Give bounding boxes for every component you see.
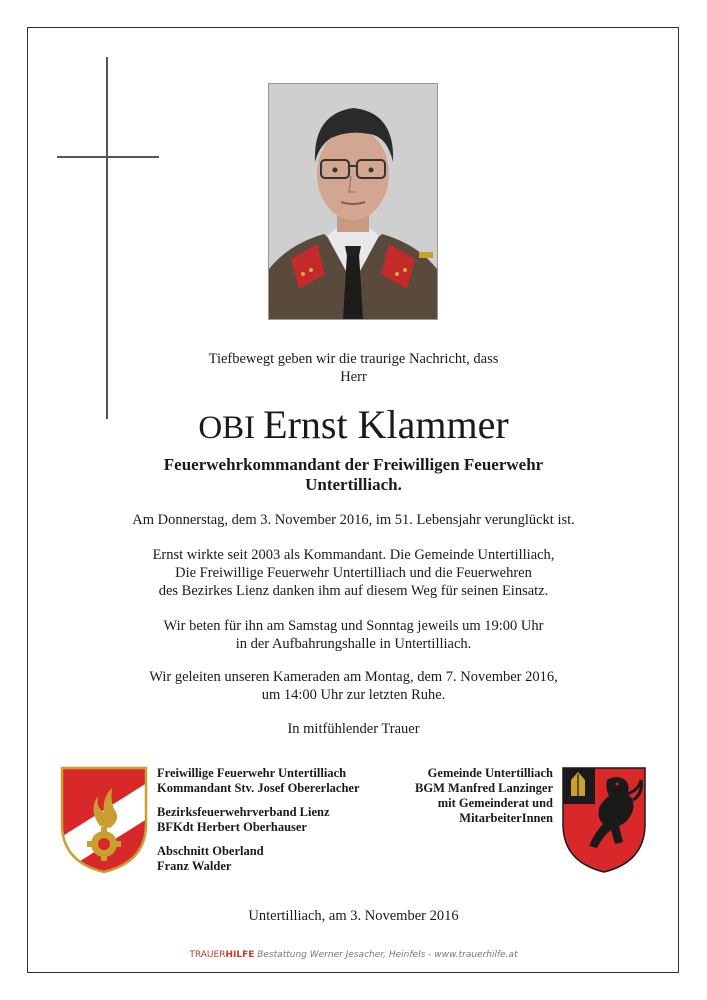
mourner-line: Freiwillige Feuerwehr Untertilliach bbox=[157, 766, 347, 780]
funeral-line: um 14:00 Uhr zur letzten Ruhe. bbox=[261, 687, 446, 703]
mourner-line: Abschnitt Oberland bbox=[157, 844, 264, 858]
footer-text: Bestattung Werner Jesacher, Heinfels - www.trauerhilfe.at bbox=[254, 950, 518, 960]
mourners-left bbox=[157, 766, 407, 883]
mourner-line: BFKdt Herbert Oberhauser bbox=[157, 820, 307, 834]
tribute-paragraph bbox=[60, 546, 647, 600]
sympathy-line: In mitfühlender Trauer bbox=[287, 721, 420, 737]
fire-brigade-emblem-icon bbox=[60, 766, 148, 874]
intro-line-1: Tiefbewegt geben wir die traurige Nachricht, dass bbox=[208, 351, 499, 367]
deceased-name bbox=[60, 400, 647, 453]
portrait-photo bbox=[268, 83, 438, 320]
intro-line-2: Herr bbox=[340, 369, 367, 385]
footer-brand-part1: TRAUER bbox=[189, 950, 226, 960]
intro-text bbox=[60, 350, 647, 386]
municipality-coat-of-arms-icon bbox=[561, 766, 647, 874]
mourner-line: MitarbeiterInnen bbox=[459, 811, 553, 825]
funeral-line: Wir geleiten unseren Kameraden am Montag, dem 7. November 2016, bbox=[149, 669, 558, 685]
role-line-2: Untertilliach. bbox=[305, 475, 402, 494]
mourner-group bbox=[157, 805, 407, 835]
mourner-group bbox=[157, 844, 407, 874]
mourners-right bbox=[380, 766, 553, 826]
footer-credit bbox=[60, 950, 647, 960]
death-notice: Am Donnerstag, dem 3. November 2016, im 51. Lebensjahr verunglückt ist. bbox=[132, 512, 575, 528]
mourner-line: Bezirksfeuerwehrverband Lienz bbox=[157, 805, 330, 819]
tribute-line: Ernst wirkte seit 2003 als Kommandant. Die Gemeinde Untertilliach, bbox=[152, 547, 555, 563]
prayer-line: in der Aufbahrungshalle in Untertilliach. bbox=[235, 636, 472, 652]
deceased-fullname: Ernst Klammer bbox=[263, 402, 509, 447]
prayer-paragraph bbox=[60, 617, 647, 653]
mourner-group bbox=[157, 766, 407, 796]
tribute-line: des Bezirkes Lienz danken ihm auf diesem Weg für seinen Einsatz. bbox=[158, 583, 549, 599]
mourner-line: BGM Manfred Lanzinger bbox=[415, 781, 553, 795]
mourner-line: mit Gemeinderat und bbox=[437, 796, 553, 810]
deceased-role bbox=[60, 455, 647, 495]
cross-horizontal-bar bbox=[57, 156, 159, 158]
tribute-line: Die Freiwillige Feuerwehr Untertilliach und die Feuerwehren bbox=[175, 565, 532, 581]
place-and-date: Untertilliach, am 3. November 2016 bbox=[248, 908, 459, 924]
mourner-line: Gemeinde Untertilliach bbox=[427, 766, 553, 780]
mourner-line: Kommandant Stv. Josef Obererlacher bbox=[157, 781, 360, 795]
funeral-paragraph bbox=[60, 668, 647, 704]
mourner-line: Franz Walder bbox=[157, 859, 232, 873]
prayer-line: Wir beten für ihn am Samstag und Sonntag jeweils um 19:00 Uhr bbox=[163, 618, 544, 634]
deceased-rank: OBI bbox=[198, 410, 256, 446]
role-line-1: Feuerwehrkommandant der Freiwilligen Feuerwehr bbox=[163, 455, 544, 474]
footer-brand-part2: HILFE bbox=[225, 950, 255, 960]
